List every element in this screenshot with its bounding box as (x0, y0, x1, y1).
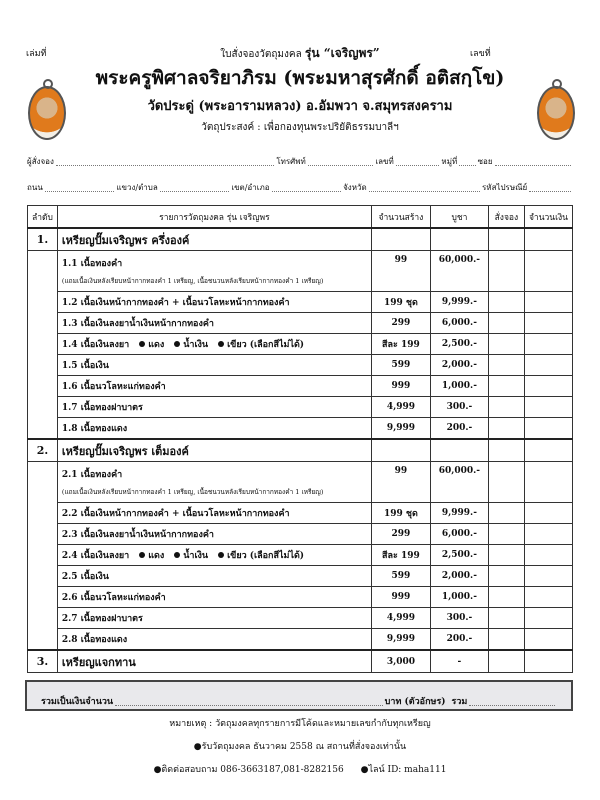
col-header-price: บูชา (430, 206, 488, 229)
row-number-cell (28, 524, 58, 545)
row-number-cell (28, 334, 58, 355)
amount-cell[interactable] (524, 292, 572, 313)
row-number-cell (28, 587, 58, 608)
footer-contact-line (0, 762, 600, 776)
item-price: 1,000.- (430, 587, 488, 608)
item-name: 1.7 เนื้อทองฝาบาตร (61, 403, 143, 413)
item-note: (แถมเนื้อเงินหลังเรียบหน้ากากทองคำ 1 เหรียญ, เนื้อชนวนหลังเรียบหน้ากากทองคำ 1 เหรียญ) (61, 488, 324, 496)
table-row (28, 376, 573, 397)
row-number-cell (28, 545, 58, 566)
item-cell (57, 503, 371, 524)
item-quantity: 199 ชุด (371, 292, 430, 313)
row-number-cell (28, 397, 58, 418)
item-cell (57, 397, 371, 418)
amount-cell[interactable] (524, 376, 572, 397)
soi-input[interactable] (495, 164, 571, 166)
item-price: 200.- (430, 629, 488, 651)
item-cell (57, 355, 371, 376)
row-number-cell (28, 462, 58, 503)
amount-cell[interactable] (524, 503, 572, 524)
item-price: 9,999.- (430, 292, 488, 313)
total-box (25, 680, 573, 711)
table-row (28, 251, 573, 292)
item-price: 60,000.- (430, 462, 488, 503)
amount-cell[interactable] (524, 545, 572, 566)
order-cell[interactable] (488, 462, 524, 503)
item-quantity: 4,999 (371, 608, 430, 629)
col-header-item: รายการวัตถุมงคล รุ่น เจริญพร (57, 206, 371, 229)
order-cell[interactable] (488, 376, 524, 397)
phone-input[interactable] (308, 164, 374, 166)
row-number-cell (28, 418, 58, 440)
item-quantity: 599 (371, 566, 430, 587)
section-name: เหรียญปั๊มเจริญพร ครึ่งองค์ (57, 228, 371, 251)
item-price: 6,000.- (430, 524, 488, 545)
item-cell (57, 313, 371, 334)
table-row (28, 462, 573, 503)
section-number: 1. (28, 228, 58, 251)
item-price: 200.- (430, 418, 488, 440)
item-cell (57, 418, 371, 440)
col-header-order: สั่งจอง (488, 206, 524, 229)
section-row (28, 439, 573, 462)
order-cell[interactable] (488, 545, 524, 566)
table-row (28, 313, 573, 334)
sum-label: รวม (451, 697, 468, 707)
table-row (28, 629, 573, 651)
baht-words-label: บาท (ตัวอักษร) (384, 697, 446, 707)
total-amount-input[interactable] (115, 704, 383, 706)
item-quantity: 299 (371, 524, 430, 545)
table-row (28, 608, 573, 629)
address-row-2 (27, 181, 573, 194)
order-cell[interactable] (488, 524, 524, 545)
order-cell[interactable] (488, 608, 524, 629)
item-price: 2,500.- (430, 334, 488, 355)
item-quantity: 999 (371, 376, 430, 397)
moo-input[interactable] (459, 164, 475, 166)
row-number-cell (28, 629, 58, 651)
row-number-cell (28, 292, 58, 313)
section-row (28, 228, 573, 251)
color-option: น้ำเงิน (183, 551, 209, 561)
color-option: แดง (148, 340, 165, 350)
item-cell (57, 587, 371, 608)
table-row (28, 355, 573, 376)
col-header-no: ลำดับ (28, 206, 58, 229)
item-quantity: สีละ 199 (371, 545, 430, 566)
road-input[interactable] (45, 190, 115, 192)
amount-cell[interactable] (524, 462, 572, 503)
row-number-cell (28, 608, 58, 629)
moo-label: หมู่ที่ (441, 157, 458, 166)
row-number-cell (28, 566, 58, 587)
table-row (28, 566, 573, 587)
section-number: 3. (28, 650, 58, 673)
bullet-icon (139, 341, 145, 347)
order-cell[interactable] (488, 228, 524, 251)
item-price: 6,000.- (430, 313, 488, 334)
soi-label: ซอย (477, 157, 493, 166)
series-label: รุ่น “เจริญพร” (304, 46, 380, 60)
item-note: (แถมเนื้อเงินหลังเรียบหน้ากากทองคำ 1 เหรียญ, เนื้อชนวนหลังเรียบหน้ากากทองคำ 1 เหรียญ) (61, 277, 324, 285)
monk-name: พระครูพิศาลจริยาภิรม (พระมหาสุรศักดิ์ อติสกฺโข) (95, 67, 505, 89)
item-quantity: สีละ 199 (371, 334, 430, 355)
section-price (430, 228, 488, 251)
item-cell (57, 524, 371, 545)
postcode-input[interactable] (529, 190, 571, 192)
order-cell[interactable] (488, 313, 524, 334)
table-row (28, 503, 573, 524)
subdistrict-label: แขวง/ตำบล (116, 183, 158, 192)
item-name: 2.1 เนื้อทองคำ (61, 470, 123, 480)
bullet-icon (174, 341, 180, 347)
sum-input[interactable] (469, 704, 555, 706)
amount-cell[interactable] (524, 334, 572, 355)
amount-cell[interactable] (524, 629, 572, 651)
item-cell (57, 251, 371, 292)
order-cell[interactable] (488, 566, 524, 587)
number-label: เลขที่ (470, 49, 491, 59)
orderer-input[interactable] (56, 164, 274, 166)
item-name: 2.4 เนื้อเงินลงยา (61, 551, 130, 561)
bullet-icon (174, 552, 180, 558)
row-number-cell (28, 251, 58, 292)
footer-receive: ●รับวัตถุมงคล ธันวาคม 2558 ณ สถานที่สั่งจองเท่านั้น (193, 742, 407, 752)
amount-cell[interactable] (524, 439, 572, 462)
col-header-amount: จำนวนเงิน (524, 206, 572, 229)
amount-cell[interactable] (524, 524, 572, 545)
table-row (28, 292, 573, 313)
province-label: จังหวัด (343, 183, 367, 192)
item-quantity: 9,999 (371, 629, 430, 651)
subdistrict-input[interactable] (160, 190, 230, 192)
item-cell (57, 566, 371, 587)
phone-label: โทรศัพท์ (276, 157, 306, 166)
section-price: - (430, 650, 488, 673)
item-cell (57, 334, 371, 355)
footer-line-id: ●ไลน์ ID: maha111 (360, 765, 447, 775)
item-name: 1.5 เนื้อเงิน (61, 361, 109, 371)
amount-cell[interactable] (524, 418, 572, 440)
section-name: เหรียญแจกทาน (57, 650, 371, 673)
order-cell[interactable] (488, 629, 524, 651)
item-cell (57, 545, 371, 566)
table-row (28, 545, 573, 566)
house-no-label: เลขที่ (375, 157, 394, 166)
footer-contact: ●ติดต่อสอบถาม 086-3663187,081-8282156 (153, 765, 344, 775)
order-cell[interactable] (488, 587, 524, 608)
amount-cell[interactable] (524, 608, 572, 629)
section-quantity (371, 228, 430, 251)
amount-cell[interactable] (524, 650, 572, 673)
item-name: 2.3 เนื้อเงินลงยาน้ำเงินหน้ากากทองคำ (61, 530, 214, 540)
row-number-cell (28, 313, 58, 334)
section-number: 2. (28, 439, 58, 462)
address-row-1 (27, 155, 573, 168)
table-row (28, 524, 573, 545)
item-cell (57, 629, 371, 651)
item-price: 60,000.- (430, 251, 488, 292)
item-name: 2.5 เนื้อเงิน (61, 572, 109, 582)
table-row (28, 397, 573, 418)
order-cell[interactable] (488, 650, 524, 673)
bullet-icon (139, 552, 145, 558)
postcode-label: รหัสไปรษณีย์ (482, 183, 528, 192)
item-price: 1,000.- (430, 376, 488, 397)
item-price: 2,500.- (430, 545, 488, 566)
item-quantity: 99 (371, 251, 430, 292)
item-cell (57, 292, 371, 313)
section-quantity: 3,000 (371, 650, 430, 673)
item-price: 300.- (430, 608, 488, 629)
row-number-cell (28, 355, 58, 376)
item-quantity: 599 (371, 355, 430, 376)
item-price: 2,000.- (430, 566, 488, 587)
item-name: 1.1 เนื้อทองคำ (61, 259, 123, 269)
amount-cell[interactable] (524, 313, 572, 334)
item-cell (57, 376, 371, 397)
bullet-icon (218, 552, 224, 558)
item-name: 1.8 เนื้อทองแดง (61, 424, 128, 434)
bullet-icon (218, 341, 224, 347)
item-quantity: 299 (371, 313, 430, 334)
order-cell[interactable] (488, 503, 524, 524)
item-price: 9,999.- (430, 503, 488, 524)
temple-name: วัดประดู่ (พระอารามหลวง) อ.อัมพวา จ.สมุทรสงคราม (147, 99, 453, 114)
order-cell[interactable] (488, 292, 524, 313)
item-name: 2.2 เนื้อเงินหน้ากากทองคำ + เนื้อนวโลหะหน้ากากทองคำ (61, 509, 290, 519)
item-name: 1.2 เนื้อเงินหน้ากากทองคำ + เนื้อนวโลหะหน้ากากทองคำ (61, 298, 290, 308)
amount-cell[interactable] (524, 355, 572, 376)
color-option: แดง (148, 551, 165, 561)
color-option: น้ำเงิน (183, 340, 209, 350)
order-cell[interactable] (488, 397, 524, 418)
section-price (430, 439, 488, 462)
table-row (28, 418, 573, 440)
table-header-row (28, 206, 573, 229)
district-input[interactable] (272, 190, 342, 192)
amount-cell[interactable] (524, 228, 572, 251)
road-label: ถนน (27, 183, 43, 192)
section-quantity (371, 439, 430, 462)
amount-cell[interactable] (524, 251, 572, 292)
color-option: เขียว (เลือกสีไม่ได้) (227, 340, 305, 350)
form-title: ใบสั่งจองวัตถุมงคล (220, 49, 302, 60)
footer-note: หมายเหตุ : วัตถุมงคลทุกรายการมีโค้ดและหมายเลขกำกับทุกเหรียญ (169, 719, 431, 729)
table-row (28, 334, 573, 355)
order-cell[interactable] (488, 334, 524, 355)
item-cell (57, 462, 371, 503)
item-quantity: 4,999 (371, 397, 430, 418)
order-cell[interactable] (488, 439, 524, 462)
order-table (27, 205, 573, 673)
item-quantity: 9,999 (371, 418, 430, 440)
total-amount-label: รวมเป็นเงินจำนวน (41, 697, 114, 707)
item-price: 2,000.- (430, 355, 488, 376)
amount-cell[interactable] (524, 397, 572, 418)
item-quantity: 999 (371, 587, 430, 608)
item-name: 1.3 เนื้อเงินลงยาน้ำเงินหน้ากากทองคำ (61, 319, 214, 329)
house-no-input[interactable] (396, 164, 440, 166)
amount-cell[interactable] (524, 587, 572, 608)
item-name: 1.6 เนื้อนวโลหะแก่ทองคำ (61, 382, 166, 392)
item-quantity: 199 ชุด (371, 503, 430, 524)
row-number-cell (28, 376, 58, 397)
table-row (28, 587, 573, 608)
col-header-quantity: จำนวนสร้าง (371, 206, 430, 229)
district-label: เขต/อำเภอ (231, 183, 270, 192)
province-input[interactable] (369, 190, 480, 192)
form-title-line (0, 44, 600, 63)
purpose: วัตถุประสงค์ : เพื่อกองทุนพระปริยัติธรรมบาลีฯ (201, 122, 399, 133)
order-cell[interactable] (488, 418, 524, 440)
order-cell[interactable] (488, 355, 524, 376)
item-name: 2.7 เนื้อทองฝาบาตร (61, 614, 143, 624)
amount-cell[interactable] (524, 566, 572, 587)
section-name: เหรียญปั๊มเจริญพร เต็มองค์ (57, 439, 371, 462)
color-option: เขียว (เลือกสีไม่ได้) (227, 551, 305, 561)
item-name: 2.8 เนื้อทองแดง (61, 635, 128, 645)
row-number-cell (28, 503, 58, 524)
item-cell (57, 608, 371, 629)
orderer-label: ผู้สั่งจอง (27, 157, 54, 166)
book-no-label: เล่มที่ (26, 49, 47, 59)
item-quantity: 99 (371, 462, 430, 503)
section-row (28, 650, 573, 673)
item-name: 1.4 เนื้อเงินลงยา (61, 340, 130, 350)
order-cell[interactable] (488, 251, 524, 292)
item-name: 2.6 เนื้อนวโลหะแก่ทองคำ (61, 593, 166, 603)
item-price: 300.- (430, 397, 488, 418)
